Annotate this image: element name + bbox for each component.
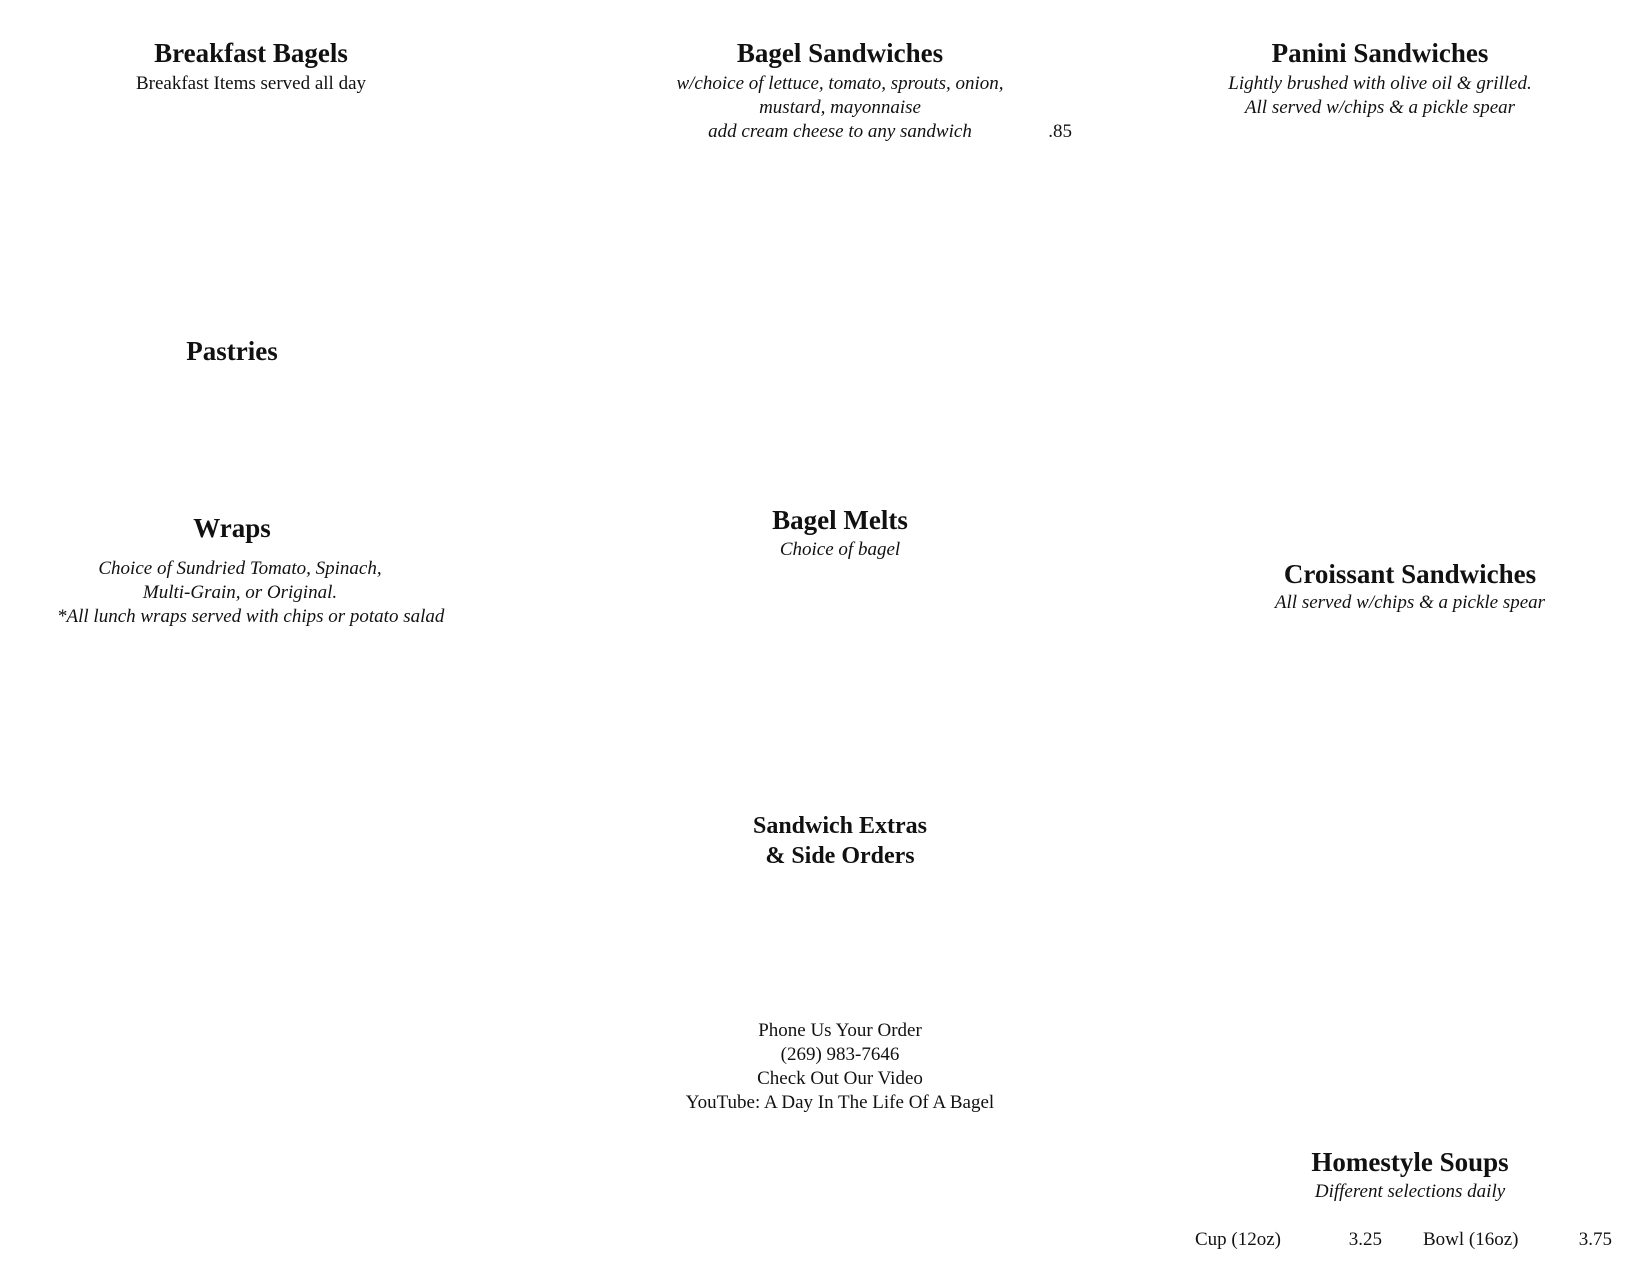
breakfast-subtitle: Breakfast Items served all day [135, 73, 367, 94]
croissant-subtitle: All served w/chips & a pickle spear [1274, 592, 1546, 613]
wraps-subtitle-3: *All lunch wraps served with chips or potato salad [57, 606, 445, 627]
soup-bowl-label: Bowl (16oz) [1423, 1229, 1519, 1250]
bagel-melts-subtitle: Choice of bagel [779, 539, 901, 560]
bagel-sandwiches-subtitle-3: add cream cheese to any sandwich [708, 121, 972, 142]
panini-title: Panini Sandwiches [1271, 38, 1489, 68]
soup-cup-label: Cup (12oz) [1195, 1229, 1282, 1250]
croissant-title: Croissant Sandwiches [1283, 559, 1537, 589]
bagel-sandwiches-title: Bagel Sandwiches [736, 38, 944, 68]
bagel-sandwiches-subtitle-2: mustard, mayonnaise [759, 97, 921, 118]
panini-subtitle-2: All served w/chips & a pickle spear [1244, 97, 1516, 118]
pastries-title: Pastries [186, 336, 278, 366]
bagel-sandwiches-subtitle-1: w/choice of lettuce, tomato, sprouts, onion, [676, 73, 1004, 94]
soups-title: Homestyle Soups [1311, 1147, 1509, 1177]
soups-subtitle: Different selections daily [1314, 1181, 1506, 1202]
cream-cheese-price: .85 [1048, 121, 1072, 142]
soup-bowl-price: 3.75 [1578, 1229, 1612, 1250]
panini-subtitle-1: Lightly brushed with olive oil & grilled. [1228, 73, 1532, 94]
contact-phone: (269) 983-7646 [780, 1044, 900, 1065]
bagel-melts-title: Bagel Melts [772, 505, 908, 535]
extras-title-2: & Side Orders [765, 843, 915, 869]
extras-title-1: Sandwich Extras [752, 813, 928, 839]
breakfast-title: Breakfast Bagels [154, 38, 348, 68]
wraps-subtitle-1: Choice of Sundried Tomato, Spinach, [98, 558, 382, 579]
contact-youtube: YouTube: A Day In The Life Of A Bagel [685, 1092, 995, 1113]
wraps-title: Wraps [193, 513, 271, 543]
contact-line-3: Check Out Our Video [757, 1068, 923, 1089]
soup-cup-price: 3.25 [1348, 1229, 1382, 1250]
contact-line-1: Phone Us Your Order [758, 1020, 922, 1041]
qr-code-icon[interactable] [768, 1118, 914, 1264]
wraps-subtitle-2: Multi-Grain, or Original. [142, 582, 338, 603]
